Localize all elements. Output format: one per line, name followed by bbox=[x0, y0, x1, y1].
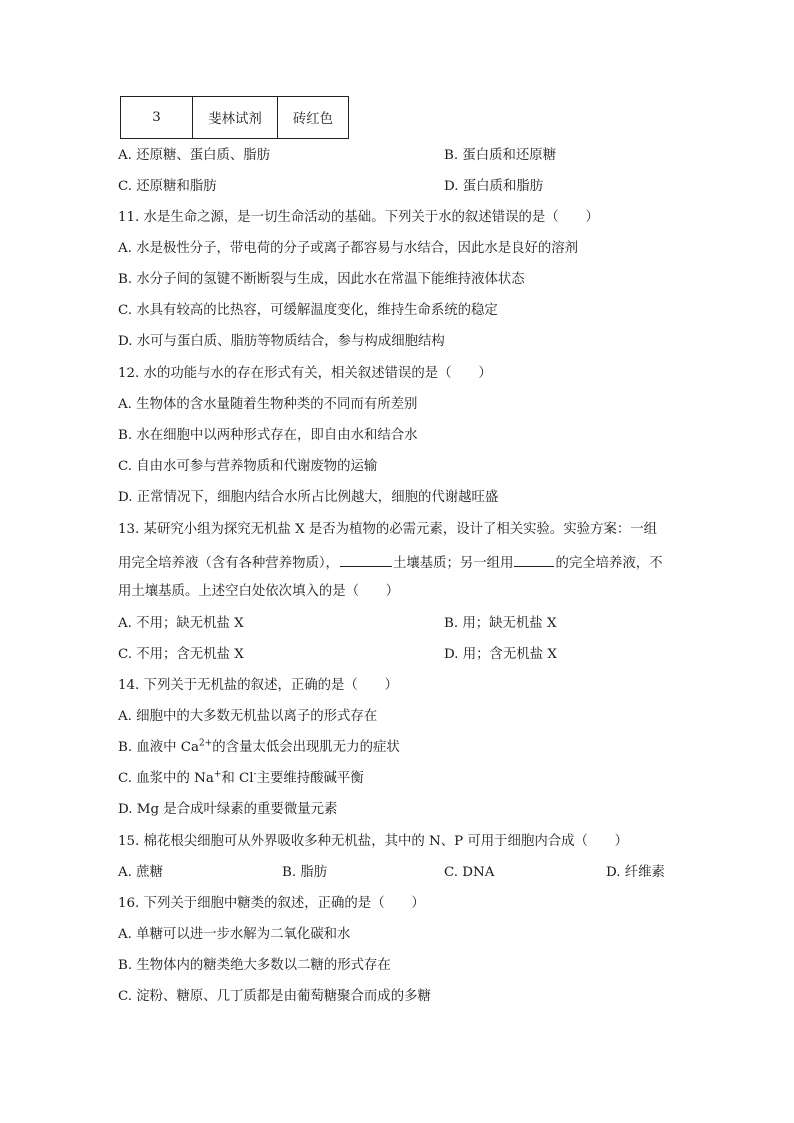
q16-option-b: B. 生物体内的糖类绝大多数以二糖的形式存在 bbox=[118, 958, 391, 973]
q13-option-d: D. 用；含无机盐 X bbox=[444, 647, 557, 662]
q12-stem: 12. 水的功能与水的存在形式有关，相关叙述错误的是（ ） bbox=[118, 366, 492, 381]
q15-stem: 15. 棉花根尖细胞可从外界吸收多种无机盐，其中的 N、P 可用于细胞内合成（ ） bbox=[118, 834, 629, 849]
q11-option-a: A. 水是极性分子，带电荷的分子或离子都容易与水结合，因此水是良好的溶剂 bbox=[118, 241, 579, 256]
q16-option-a: A. 单糖可以进一步水解为二氧化碳和水 bbox=[118, 927, 351, 942]
q15-option-d: D. 纤维素 bbox=[606, 865, 665, 880]
q14-option-c-post: 主要维持酸碱平衡 bbox=[256, 771, 364, 786]
q14-option-a: A. 细胞中的大多数无机盐以离子的形式存在 bbox=[118, 709, 378, 724]
q14-option-b-sup: 2+ bbox=[199, 738, 213, 749]
q14-stem: 14. 下列关于无机盐的叙述，正确的是（ ） bbox=[118, 678, 398, 693]
table-cell-reagent: 斐林试剂 bbox=[193, 97, 278, 139]
table-cell-color: 砖红色 bbox=[278, 97, 349, 139]
q15-option-c: C. DNA bbox=[444, 865, 495, 880]
reagent-table bbox=[120, 96, 349, 139]
q12-option-b: B. 水在细胞中以两种形式存在，即自由水和结合水 bbox=[118, 428, 418, 443]
q13-option-b: B. 用；缺无机盐 X bbox=[444, 616, 557, 631]
fill-blank-1 bbox=[340, 552, 392, 567]
q13-stem-line3: 用土壤基质。上述空白处依次填入的是（ ） bbox=[118, 584, 400, 599]
q13-text-c: 的完全培养液，不 bbox=[555, 556, 663, 571]
q14-option-c-sup2: - bbox=[253, 769, 257, 780]
q13-text-a: 用完全培养液（含有各种营养物质）， bbox=[118, 556, 339, 571]
q13-option-a: A. 不用；缺无机盐 X bbox=[118, 616, 244, 631]
q14-option-b bbox=[118, 739, 400, 757]
q16-stem: 16. 下列关于细胞中糖类的叙述，正确的是（ ） bbox=[118, 896, 425, 911]
q11-option-d: D. 水可与蛋白质、脂肪等物质结合，参与构成细胞结构 bbox=[118, 334, 445, 349]
q14-option-c-pre: C. 血浆中的 Na bbox=[118, 771, 214, 786]
q15-option-b: B. 脂肪 bbox=[282, 865, 328, 880]
table-row bbox=[121, 97, 349, 139]
q11-option-b: B. 水分子间的氢键不断断裂与生成，因此水在常温下能维持液体状态 bbox=[118, 272, 525, 287]
q10-option-b: B. 蛋白质和还原糖 bbox=[444, 148, 557, 163]
table-cell-number: 3 bbox=[121, 97, 193, 139]
q10-option-a: A. 还原糖、蛋白质、脂肪 bbox=[118, 148, 271, 163]
q14-option-c-mid: 和 Cl bbox=[221, 771, 254, 786]
q15-option-a: A. 蔗糖 bbox=[118, 865, 163, 880]
q11-stem: 11. 水是生命之源，是一切生命活动的基础。下列关于水的叙述错误的是（ ） bbox=[118, 210, 599, 225]
q13-stem-line1: 13. 某研究小组为探究无机盐 X 是否为植物的必需元素，设计了相关实验。实验方案：一组 bbox=[118, 522, 658, 537]
q10-option-c: C. 还原糖和脂肪 bbox=[118, 179, 217, 194]
q14-option-c bbox=[118, 770, 364, 788]
q12-option-a: A. 生物体的含水量随着生物种类的不同而有所差别 bbox=[118, 397, 418, 412]
q14-option-c-sup1: + bbox=[213, 769, 222, 780]
q12-option-c: C. 自由水可参与营养物质和代谢废物的运输 bbox=[118, 459, 378, 474]
q12-option-d: D. 正常情况下，细胞内结合水所占比例越大，细胞的代谢越旺盛 bbox=[118, 490, 499, 505]
fill-blank-2 bbox=[514, 552, 554, 567]
q16-option-c: C. 淀粉、糖原、几丁质都是由葡萄糖聚合而成的多糖 bbox=[118, 989, 431, 1004]
q13-text-b: 土壤基质；另一组用 bbox=[392, 556, 514, 571]
q13-option-c: C. 不用；含无机盐 X bbox=[118, 647, 244, 662]
q14-option-b-pre: B. 血液中 Ca bbox=[118, 740, 200, 755]
q14-option-b-post: 的含量太低会出现肌无力的症状 bbox=[212, 740, 400, 755]
q13-stem-line2 bbox=[118, 552, 663, 573]
q14-option-d: D. Mg 是合成叶绿素的重要微量元素 bbox=[118, 802, 338, 817]
q11-option-c: C. 水具有较高的比热容，可缓解温度变化，维持生命系统的稳定 bbox=[118, 303, 498, 318]
q10-option-d: D. 蛋白质和脂肪 bbox=[444, 179, 544, 194]
